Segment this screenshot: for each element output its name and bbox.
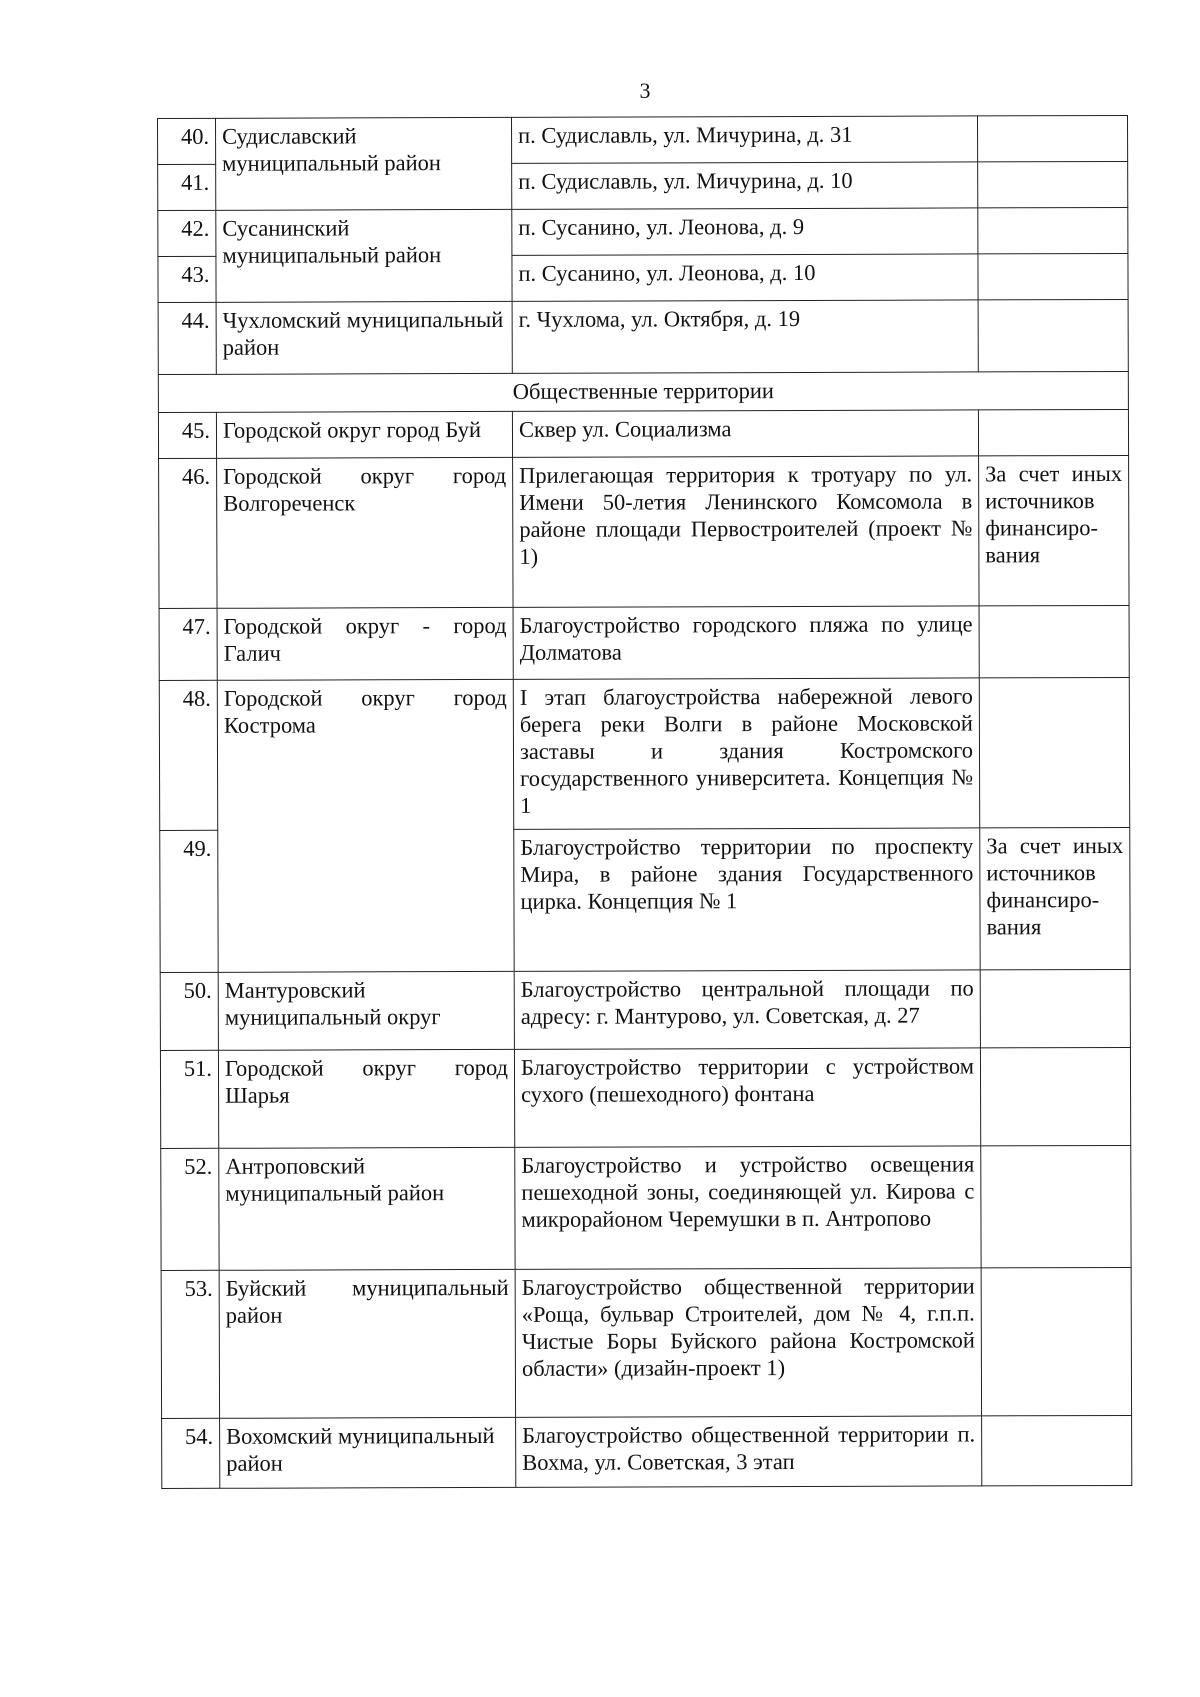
row-number: 53.: [161, 1270, 219, 1418]
address-cell: п. Судиславль, ул. Мичурина, д. 31: [511, 116, 977, 163]
note-cell: [981, 1145, 1131, 1267]
page-number: 3: [639, 78, 651, 103]
district-cell: Городской округ город Кострома: [217, 679, 514, 972]
address-cell: Благоустройство центральной площади по адресу: г. Мантурово, ул. Советская, д. 27: [514, 970, 980, 1049]
note-cell: [977, 115, 1127, 161]
table-row: [160, 969, 1130, 1050]
district-cell: Сусанинский муниципальный район: [216, 209, 512, 302]
table-row: [160, 1047, 1130, 1148]
row-number: 51.: [160, 1050, 218, 1148]
section-title: Общественные территории: [158, 371, 1128, 412]
address-cell: п. Сусанино, ул. Леонова, д. 10: [512, 254, 978, 301]
district-cell: Антроповский муниципальный район: [219, 1147, 515, 1270]
row-number: 44.: [158, 302, 216, 374]
note-cell: [978, 207, 1128, 253]
row-number: 47.: [159, 608, 217, 680]
row-number: 42.: [158, 210, 216, 256]
note-cell: [980, 1047, 1130, 1145]
district-cell: Чухломский муниципальный район: [216, 301, 512, 374]
note-cell: [978, 409, 1128, 455]
note-cell: [980, 969, 1130, 1047]
note-cell: [979, 605, 1129, 677]
note-cell: За счет иных источников финансиро-вания: [979, 455, 1129, 605]
table-row: [158, 115, 1128, 164]
note-cell: [979, 677, 1129, 827]
address-cell: п. Сусанино, ул. Леонова, д. 9: [512, 208, 978, 255]
address-cell: Благоустройство территории с устройством сухого (пешеходного) фонтана: [514, 1048, 980, 1147]
row-number: 52.: [161, 1148, 219, 1270]
address-cell: Прилегающая территория к тротуару по ул. Имени 50-летия Ленинского Комсомола в районе площади Первостроителей (проект № 1): [513, 456, 979, 607]
table-row: [158, 299, 1128, 374]
row-number: 50.: [160, 972, 218, 1050]
district-cell: Городской округ - город Галич: [217, 607, 513, 680]
address-cell: п. Судиславль, ул. Мичурина, д. 10: [512, 162, 978, 209]
note-cell: [978, 253, 1128, 299]
row-number: 49.: [160, 830, 218, 972]
address-cell: Благоустройство общественной территории п. Вохма, ул. Советская, 3 этап: [516, 1416, 982, 1487]
table-row: [159, 455, 1129, 608]
row-number: 48.: [159, 680, 217, 830]
table-row: [158, 409, 1128, 458]
territories-table: [157, 115, 1132, 1489]
table-row: [161, 1145, 1131, 1270]
note-cell: [978, 161, 1128, 207]
address-cell: Благоустройство городского пляжа по улице Долматова: [513, 606, 979, 679]
district-cell: Городской округ город Шарья: [218, 1049, 514, 1148]
address-cell: Благоустройство территории по проспекту Мира, в районе здания Государственного цирка. Концепция № 1: [514, 828, 980, 971]
district-cell: Вохомский муниципальный район: [220, 1417, 516, 1488]
address-cell: г. Чухлома, ул. Октября, д. 19: [512, 300, 978, 373]
district-cell: Городской округ город Волгореченск: [217, 457, 513, 608]
note-cell: [978, 299, 1128, 371]
district-cell: Буйский муниципальный район: [219, 1269, 515, 1418]
district-cell: Городской округ город Буй: [216, 411, 512, 458]
table-row: [162, 1415, 1132, 1488]
address-cell: Сквер ул. Социализма: [512, 410, 978, 457]
row-number: 43.: [158, 256, 216, 302]
table-row: [161, 1267, 1131, 1418]
row-number: 45.: [158, 412, 216, 458]
note-cell: За счет иных источников финансиро-вания: [980, 827, 1130, 969]
row-number: 54.: [162, 1418, 220, 1488]
note-cell: [981, 1267, 1131, 1415]
table-row: [159, 605, 1129, 680]
address-cell: I этап благоустройства набережной левого берега реки Волги в районе Московской заставы и здания Костромского государственного университета. Концепция № 1: [513, 678, 979, 829]
row-number: 41.: [158, 164, 216, 210]
table-row: [158, 207, 1128, 256]
district-cell: Мантуровский муниципальный округ: [218, 971, 514, 1050]
row-number: 40.: [158, 118, 216, 164]
note-cell: [982, 1415, 1132, 1485]
address-cell: Благоустройство и устройство освещения пешеходной зоны, соединяющей ул. Кирова с микрорайоном Черемушки в п. Антропово: [515, 1146, 981, 1269]
row-number: 46.: [159, 458, 217, 608]
section-row: [158, 371, 1128, 412]
table-row: [159, 677, 1129, 830]
address-cell: Благоустройство общественной территории «Роща, бульвар Строителей, дом № 4, г.п.п. Чистые Боры Буйского района Костромской области» (дизайн-проект 1): [515, 1268, 981, 1417]
district-cell: Судиславский муниципальный район: [216, 117, 512, 210]
